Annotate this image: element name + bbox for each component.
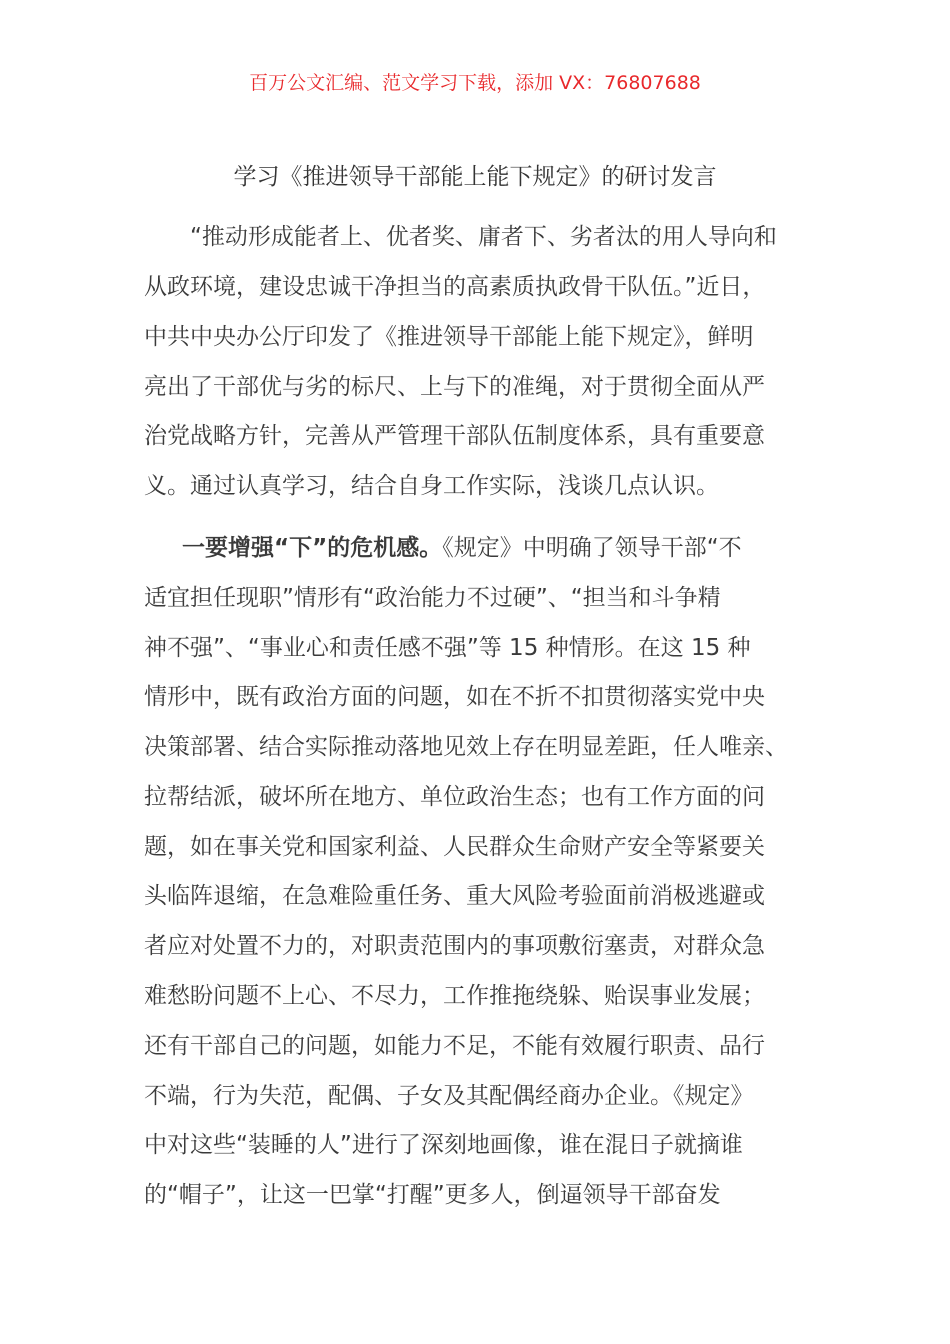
text-span: 《规定》中明确了领导干部“不 [442, 535, 742, 561]
text-line: 头临阵退缩，在急难险重任务、重大风险考验面前消极逃避或 [144, 883, 765, 909]
text-line: 决策部署、结合实际推动落地见效上存在明显差距，任人唯亲、 [144, 734, 788, 760]
text-line: 者应对处置不力的，对职责范围内的事项敷衍塞责，对群众急 [144, 933, 765, 959]
text-line: 中对这些“装睡的人”进行了深刻地画像，谁在混日子就摘谁 [144, 1132, 743, 1158]
text-line: 义。通过认真学习，结合自身工作实际，浅谈几点认识。 [144, 473, 719, 499]
watermark-header: 百万公文汇编、范文学习下载，添加 VX：76807688 [249, 72, 701, 94]
document-title: 学习《推进领导干部能上能下规定》的研讨发言 [233, 164, 717, 190]
text-line: 适宜担任现职”情形有“政治能力不过硬”、“担当和斗争精 [144, 585, 721, 611]
text-line: 的“帽子”，让这一巴掌“打醒”更多人，倒逼领导干部奋发 [144, 1182, 721, 1208]
text-line: 神不强”、“事业心和责任感不强”等 15 种情形。在这 15 种 [144, 635, 751, 661]
text-line: 不端，行为失范，配偶、子女及其配偶经商办企业。《规定》 [144, 1083, 754, 1109]
text-line [182, 533, 742, 563]
text-line: “推动形成能者上、优者奖、庸者下、劣者汰的用人导向和 [190, 224, 777, 250]
text-line: 从政环境，建设忠诚干净担当的高素质执政骨干队伍。”近日， [144, 274, 766, 300]
text-line: 治党战略方针，完善从严管理干部队伍制度体系，具有重要意 [144, 423, 765, 449]
text-line: 中共中央办公厅印发了《推进领导干部能上能下规定》，鲜明 [144, 324, 754, 350]
text-line: 题，如在事关党和国家利益、人民群众生命财产安全等紧要关 [144, 834, 765, 860]
section-heading: 一要增强“下”的危机感。 [182, 535, 443, 561]
text-line: 难愁盼问题不上心、不尽力，工作推拖绕躲、贻误事业发展； [144, 983, 765, 1009]
text-line: 还有干部自己的问题，如能力不足，不能有效履行职责、品行 [144, 1033, 765, 1059]
text-line: 情形中，既有政治方面的问题，如在不折不扣贯彻落实党中央 [144, 684, 765, 710]
text-line: 拉帮结派，破坏所在地方、单位政治生态；也有工作方面的问 [144, 784, 765, 810]
text-line: 亮出了干部优与劣的标尺、上与下的准绳，对于贯彻全面从严 [144, 374, 765, 400]
